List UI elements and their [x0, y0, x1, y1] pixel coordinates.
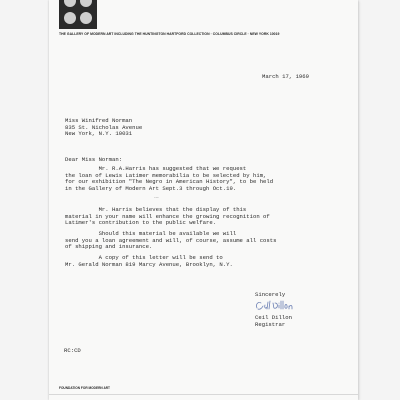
closing: Sincerely	[255, 291, 286, 298]
paragraph-line: send you a loan agreement and will, of course, assume all costs	[65, 236, 277, 244]
page-edge	[49, 394, 358, 395]
paragraph-line: Latimer's contribution to the public welfare.	[65, 219, 217, 227]
letterhead-text: THE GALLERY OF MODERN ART INCLUDING THE HUNTINGTON HARTFORD COLLECTION · COLUMBUS CIRCLE · NEW YORK 10019	[59, 32, 280, 36]
logo-circle	[80, 0, 92, 7]
signer-title: Registrar	[255, 320, 286, 328]
paragraph-line: the loan of Lewis Latimer memorabilia to be selected by him,	[65, 171, 267, 179]
footer-text: FOUNDATION FOR MODERN ART	[59, 386, 110, 390]
paragraph-line: Should this material be available we will	[65, 230, 237, 237]
paragraph-line: for our exhibition "The Negro in American History", to be held	[65, 178, 274, 186]
recipient-address	[65, 118, 142, 138]
gallery-logo	[59, 0, 97, 29]
paragraph-line: of shipping and insurance.	[65, 243, 153, 251]
logo-circle	[64, 0, 76, 7]
body-paragraph	[65, 207, 270, 227]
reference-initials: RC:CD	[64, 347, 81, 354]
paragraph-line: Mr. Gerald Norman 819 Marcy Avenue, Brooklyn, N.Y.	[65, 260, 233, 268]
logo-circle	[80, 12, 92, 24]
body-paragraph	[65, 166, 273, 192]
address-line: 835 St. Nicholas Avenue	[65, 123, 143, 131]
body-paragraph	[65, 231, 276, 251]
paragraph-line: in the Gallery of Modern Art Sept.3 through Oct.19.	[65, 184, 237, 192]
logo-circle	[64, 12, 76, 24]
salutation: Dear Miss Norman:	[65, 156, 123, 163]
signer-block	[255, 315, 292, 328]
paragraph-line: Mr. R.A.Harris has suggested that we request	[65, 165, 247, 172]
address-line: Miss Winifred Norman	[65, 117, 133, 124]
signer-name: Ceil Dillon	[255, 314, 292, 321]
address-line: New York, N.Y. 10031	[65, 130, 133, 138]
letter-page	[49, 0, 358, 400]
signature-text: Ceil Dillon	[154, 198, 159, 199]
body-paragraph	[65, 255, 233, 268]
paragraph-line: material in your name will enhance the growing recognition of	[65, 212, 270, 220]
letter-date: March 17, 1969	[262, 73, 309, 80]
paragraph-line: Mr. Harris believes that the display of this	[65, 206, 247, 213]
paragraph-line: A copy of this letter will be send to	[65, 254, 223, 261]
